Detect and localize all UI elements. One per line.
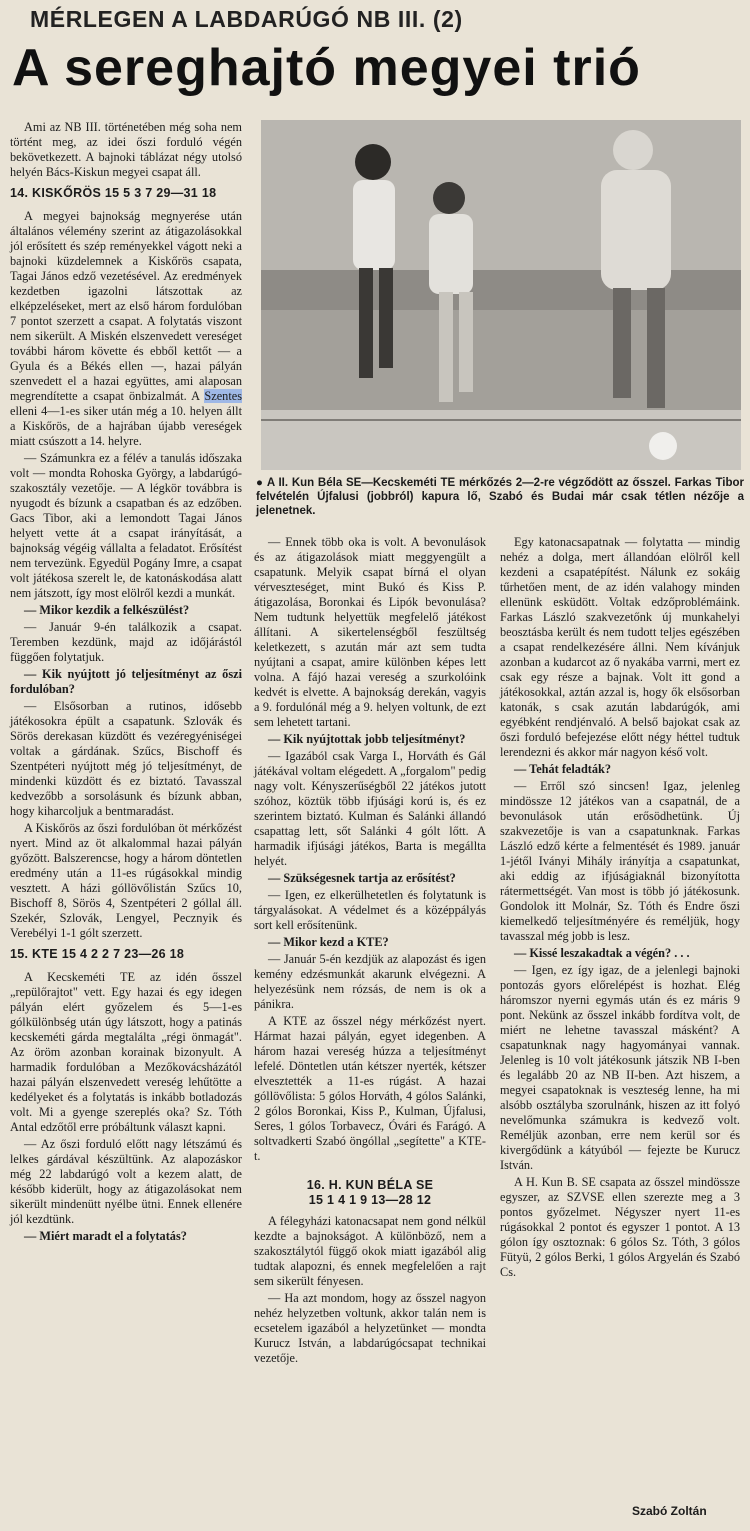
column-3 bbox=[500, 535, 740, 1282]
kicker: MÉRLEGEN A LABDARÚGÓ NB III. (2) bbox=[30, 6, 463, 32]
kunbela-heading-line2: 15 1 4 1 9 13—28 12 bbox=[308, 1193, 432, 1207]
kiskoros-q2: — Kik nyújtott jó teljesítményt az őszi fordulóban? bbox=[10, 667, 242, 696]
kte-p7: A KTE az ősszel négy mérkőzést nyert. Hármat hazai pályán, egyet idegenben. A három hazai vereség húzza a teljesítményt lefelé. Döntetlen után kétszer nyerték, kétszer elvesztették a 11-es rúgást. A hazai góllövőlista: 5 gólos Horváth, 4 gólos Salánki, 2 gólos Boronkai, Kiss P., Kulman, Újfalusi, Seres, 1 gólos Torbavecz, Óvári és Farágó. A soltvadkerti Szabó öngóllal „segítette" a KTE-t. bbox=[254, 1014, 486, 1163]
intro: Ami az NB III. történetében még soha nem történt meg, az idei őszi forduló végén bekövetkezett. A bajnoki táblázat négy utolsó helyén Bács-Kiskun megyei csapat áll. bbox=[10, 120, 242, 179]
kunbela-p2: — Ha azt mondom, hogy az ősszel nagyon nehéz helyzetben voltunk, akkor talán nem is ecsetelem igazából a helyzetünket — mondta Kurucz István, a labdarúgócsapat technikai vezetője. bbox=[254, 1291, 486, 1365]
kiskoros-p5: A Kiskőrös az őszi fordulóban öt mérkőzést nyert. Mind az öt alkalommal hazai pályán győzött. Balszerencse, hogy a három döntetlen eredmény után a 11-es rúgásokkal mindig vesztett. A házi góllövőlistán Szűcs 10, Bischoff 8, Sörös 4, Szentpéteri 2 góllal áll. Szekér, Szlovák, Lengyel, Pecznyik és Verebélyi 1-1 gólt szerzett. bbox=[10, 821, 242, 940]
kte-q2: — Kik nyújtottak jobb teljesítményt? bbox=[268, 732, 466, 746]
kte-q1: — Miért maradt el a folytatás? bbox=[24, 1229, 187, 1243]
author-signature: Szabó Zoltán bbox=[632, 1504, 707, 1518]
kiskoros-heading: 14. KISKŐRÖS 15 5 3 7 29—31 18 bbox=[10, 186, 217, 200]
kunbela-q2: — Kissé leszakadtak a végén? . . . bbox=[514, 946, 690, 960]
column-2 bbox=[254, 535, 486, 1368]
kte-p6: — Január 5-én kezdjük az alapozást és igen kemény edzésmunkát akarunk elvégezni. A helyezésünk nem rózsás, de nem is ok a pánikra. bbox=[254, 952, 486, 1011]
column-1 bbox=[10, 120, 242, 1246]
kte-heading: 15. KTE 15 4 2 2 7 23—26 18 bbox=[10, 947, 185, 961]
kte-p3: — Ennek több oka is volt. A bevonulások és az átigazolások miatt meggyengült a csapatunk. Melyik csapat bírná el olyan vérveszteséget, mint Bukó és Kiss P. átigazolása, Boronkai és Lipók bevonulása? Nem tudtunk helyettük megfelelő játékost állítani. A sikertelenségből feszültség keletkezett, s azután már azt sem tudta nyújtani a csapat, amire különben képes lett volna. A fájó hazai vereség a szurkolóink kedvét is elvette. A bajnokság derekán, vagyis a 9. fordulónál még a 9. helyen voltunk, de ezt sem lehetett tartani. bbox=[254, 535, 486, 729]
kunbela-p3: Egy katonacsapatnak — folytatta — mindig nehéz a dolga, mert állandóan elölről kell kezdeni a csapatépítést. Nálunk ez sokáig tűrhetően ment, de az idén valahogy minden ellenünk esküdött. Voltak edzőproblémáink. Farkas László szakvezetőnk új munkahelyi beosztásba került és nem tudott teljes egészében a csapat rendelkezésére állni. Nem kívánjuk azonban a kudarcot az ő nyakába varrni, mert ez csak egy része a bajnak. Volt itt gond a játékosokkal, aztán azzal is, hogy ők elsősorban katonák, s csak azután labdarúgók, ami egyébként rendjénvaló. A belső bajokat csak az őszi forduló befejezése előtt négy héttel tudtuk lerendezni és akkor már nagyon késő volt. bbox=[500, 535, 740, 759]
kunbela-p1: A félegyházi katonacsapat nem gond nélkül kezdte a bajnokságot. A különböző, nem a szakosztálytól függő okok miatt igazából alig tudtak alapozni, és ennek megfelelően a rajt sem sikerült fényesen. bbox=[254, 1214, 486, 1288]
kiskoros-p2: — Számunkra ez a félév a tanulás időszaka volt — mondta Rohoska György, a labdarúgó-szakosztály vezetője. — A légkör továbbra is nyugodt és bízunk a csapatban és az edzőben. Gacs Tibor, aki a lemondott Tagai János helyett vette át a csapat irányítását, a bajnokság végéig vállalta a feladatot. Erősítést nem tervezünk. Egyedül Pogány Imre, a csapat volt játékosa szerelt le, de katonáskodása alatt nem játszott, így most elölről kezdi a munkát. bbox=[10, 451, 242, 600]
kunbela-q1: — Tehát feladták? bbox=[514, 762, 612, 776]
photo-illustration bbox=[261, 120, 741, 470]
kte-q4: — Mikor kezd a KTE? bbox=[268, 935, 389, 949]
kte-p1: A Kecskeméti TE az idén ősszel „repülőrajtot" vett. Egy hazai és egy idegen pályán elért győzelem és 5—1-es gólkülönbség után úgy látszott, hogy a patinás kecskeméti gárda megtalálta „régi önmagát". Az öröm azonban korainak bizonyult. A harmadik fordulóban a Mezőkovácsházától hazai pályán elszenvedett vereség lehűtötte a kedélyeket és a folytatás is inkább botladozás volt. Mi a gyenge szereplés oka? Sz. Tóth Antal edzőtől erre próbáltunk választ kapni. bbox=[10, 970, 242, 1134]
kunbela-p5: — Igen, ez így igaz, de a jelenlegi bajnoki pontozás gyors előrelépést is hozhat. Elég háromszor nyerni egymás után és ez máris 9 pont. Nekünk az ősszel inkább fordítva volt, de miért ne lehetne tavasszal másként? A csapatunknak nagy hagyományai vannak. Jelenleg is 10 volt játékosunk játszik NB I-ben és legalább 20 az NB II-ben. Azt hiszem, a megyei csapatoknak is veszteség lenne, ha mi alsóbb osztályba szorulnánk, hiszen az itt folyó nevelőmunka számukra is kedvező volt. Reméljük azonban, erre nem kerül sor és kivergődünk a kátyúból — fejezte be Kurucz István. bbox=[500, 963, 740, 1172]
highlighted-word: Szentes bbox=[204, 389, 242, 403]
kunbela-p4: — Erről szó sincsen! Igaz, jelenleg mindössze 12 játékos van a csapatnál, de a bevonulások után erősödhetünk. Új szakvezetője is van a csapatunknak. Farkas László edző kérte a felmentését és 1989. január 1-jétől Iványi Mihály irányítja a csapatunkat, aki eddig az ifjúságiaknál bizonyította rátermettségét. Van most is több jó játékosunk. Gondolok itt Molnár, Sz. Tóth és Endre őszi kiemelkedő teljesítményére és reméljük, hogy tavasszal még jobb is lesz. bbox=[500, 779, 740, 943]
kiskoros-p1: A megyei bajnokság megnyerése után általános vélemény szerint az átigazolásokkal jól erősített és szép reményekkel vágott neki a bajnoki küzdelemnek a Kiskőrös csapata, Tagai János edző vezetésével. Az eredmények kezdetben igazolni látszottak az elképzeléseket, mert az első három fordulóban 7 pontot szerzett a csapat. A folytatás viszont nem sikerült. A Miskén elszenvedett vereséget további három követte és ebből kettőt — a Gyula és a Békés ellen —, hazai pályán szenvedett el a hazai együttes, ami alaposan megrendítette a csapat önbizalmát. A Szentes elleni 4—1-es siker után még a 10. helyen állt a Kiskőrös, de a hajrában újabb vereségek miatt csúszott a 14. helyre. bbox=[10, 209, 242, 448]
photo-caption: ● A II. Kun Béla SE—Kecskeméti TE mérkőzés 2—2-re végződött az ősszel. Farkas Tibor felvételén Újfalusi (jobbról) kapura lő, Szabó és Budai már csak tétlen nézője a jelenetnek. bbox=[256, 477, 744, 517]
kiskoros-p3: — Január 9-én találkozik a csapat. Teremben kezdünk, majd az időjárástól függően folytatjuk. bbox=[10, 620, 242, 664]
kunbela-heading-line1: 16. H. KUN BÉLA SE bbox=[306, 1178, 434, 1192]
kiskoros-p4: — Elsősorban a rutinos, idősebb játékosokra épült a csapatunk. Szlovák és Sörös derekasan küzdött és vezéregyéniségei voltak a gárdának. Szűcs, Bischoff és Szentpéteri nyújtott még jó teljesítményt, de mindenki küzdött és ez biztató. Tavasszal kedvezőbb a sorsolásunk és bízunk abban, hogy kiharcoljuk a bentmaradást. bbox=[10, 699, 242, 818]
kunbela-p6: A H. Kun B. SE csapata az ősszel mindössze egyszer, az SZVSE ellen szerezte meg a 3 pontos győzelmet. Négyszer nyert 11-es rúgásokkal 2 pontot és egyszer 1 pontot. A 13 gólon így osztoznak: 6 gólos Sz. Tóth, 3 gólos Fütyü, 2 gólos Berki, 1 gólos Argyelán és Szabó Cs. bbox=[500, 1175, 740, 1279]
kunbela-heading bbox=[254, 1178, 486, 1208]
kte-q3: — Szükségesnek tartja az erősítést? bbox=[268, 871, 456, 885]
kte-p2: — Az őszi forduló előtt nagy létszámú és lelkes gárdával készültünk. Az alapozáskor még 22 labdarúgó volt a kezem alatt, de később kiderült, hogy az átigazolásokat nem sikerült mindenütt nyélbe ütni. Ennek ellenére jól kezdtünk. bbox=[10, 1137, 242, 1226]
kiskoros-q1: — Mikor kezdik a felkészülést? bbox=[24, 603, 190, 617]
headline: A sereghajtó megyei trió bbox=[12, 39, 641, 97]
kte-p5: — Igen, ez elkerülhetetlen és folytatunk is tárgyalásokat. A védelmet és a középpályás sort kell erősítenünk. bbox=[254, 888, 486, 932]
kte-p4: — Igazából csak Varga I., Horváth és Gál játékával voltam elégedett. A „forgalom" pedig nagy volt. Kényszerűségből 22 játékos jutott szóhoz, köztük több ifjúsági korú is, és ez szerintem biztató. Kulman és Salánki állandó csapattag lett, sőt Salánki 4 gólt lőtt. A harmadik ifjúsági játékos, Barta is megállta helyét. bbox=[254, 749, 486, 868]
match-photo bbox=[261, 120, 741, 470]
